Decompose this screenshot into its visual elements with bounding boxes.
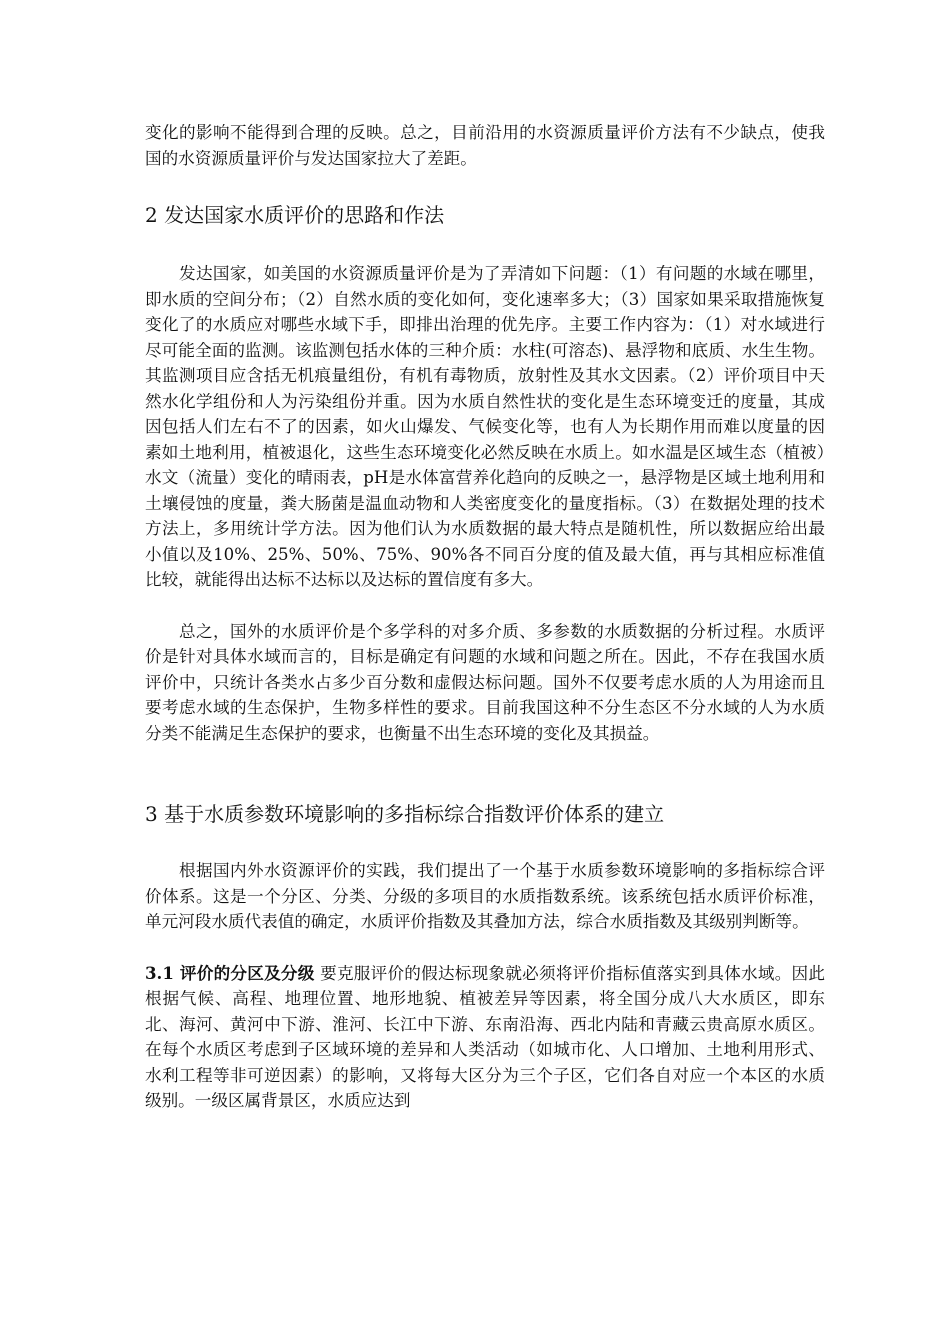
intro-paragraph: 变化的影响不能得到合理的反映。总之，目前沿用的水资源质量评价方法有不少缺点，使我国的水资源质量评价与发达国家拉大了差距。 — [145, 123, 825, 168]
document-page — [145, 120, 825, 1114]
subsection-3-1-text: 要克服评价的假达标现象就必须将评价指标值落实到具体水域。因此根据气候、高程、地理位置、地形地貌、植被差异等因素，将全国分成八大水质区，即东北、海河、黄河中下游、淮河、长江中下游、东南沿海、西北内陆和青藏云贵高原水质区。在每个水质区考虑到子区域环境的差异和人类活动（如城市化、人口增加、土地利用形式、水利工程等非可逆因素）的影响，又将每大区分为三个子区，它们各自对应一个本区的水质级别。一级区属背景区，水质应达到 — [145, 963, 825, 1110]
section-2-heading: 2 发达国家水质评价的思路和作法 — [145, 203, 445, 227]
subsection-3-1-paragraph — [145, 961, 825, 1114]
section-3-heading: 3 基于水质参数环境影响的多指标综合指数评价体系的建立 — [145, 802, 665, 826]
section-3-paragraph-1: 根据国内外水资源评价的实践，我们提出了一个基于水质参数环境影响的多指标综合评价体系。这是一个分区、分类、分级的多项目的水质指数系统。该系统包括水质评价标准，单元河段水质代表值的确定，水质评价指数及其叠加方法，综合水质指数及其级别判断等。 — [145, 861, 825, 931]
section-2-paragraph-1: 发达国家，如美国的水资源质量评价是为了弄清如下问题：（1）有问题的水域在哪里，即水质的空间分布；（2）自然水质的变化如何，变化速率多大；（3）国家如果采取措施恢复变化了的水质应对哪些水域下手，即排出治理的优先序。主要工作内容为：（1）对水域进行尽可能全面的监测。该监测包括水体的三种介质：水柱(可溶态)、悬浮物和底质、水生生物。其监测项目应含括无机痕量组份，有机有毒物质，放射性及其水文因素。（2）评价项目中天然水化学组份和人为污染组份并重。因为水质自然性状的变化是生态环境变迁的度量，其成因包括人们左右不了的因素，如火山爆发、气候变化等，也有人为长期作用而难以度量的因素如土地利用，植被退化，这些生态环境变化必然反映在水质上。如水温是区域生态（植被）水文（流量）变化的晴雨表，pH是水体富营养化趋向的反映之一，悬浮物是区域土地利用和土壤侵蚀的度量，粪大肠菌是温血动物和人类密度变化的量度指标。（3）在数据处理的技术方法上，多用统计学方法。因为他们认为水质数据的最大特点是随机性，所以数据应给出最小值以及10%、25%、50%、75%、90%各不同百分度的值及最大值，再与其相应标准值比较，就能得出达标不达标以及达标的置信度有多大。 — [145, 264, 825, 589]
section-2-paragraph-2: 总之，国外的水质评价是个多学科的对多介质、多参数的水质数据的分析过程。水质评价是针对具体水域而言的，目标是确定有问题的水域和问题之所在。因此，不存在我国水质评价中，只统计各类水占多少百分数和虚假达标问题。国外不仅要考虑水质的人为用途而且要考虑水域的生态保护，生物多样性的要求。目前我国这种不分生态区不分水域的人为水质分类不能满足生态保护的要求，也衡量不出生态环境的变化及其损益。 — [145, 621, 825, 743]
subsection-3-1-title: 3.1 评价的分区及分级 — [145, 962, 315, 983]
